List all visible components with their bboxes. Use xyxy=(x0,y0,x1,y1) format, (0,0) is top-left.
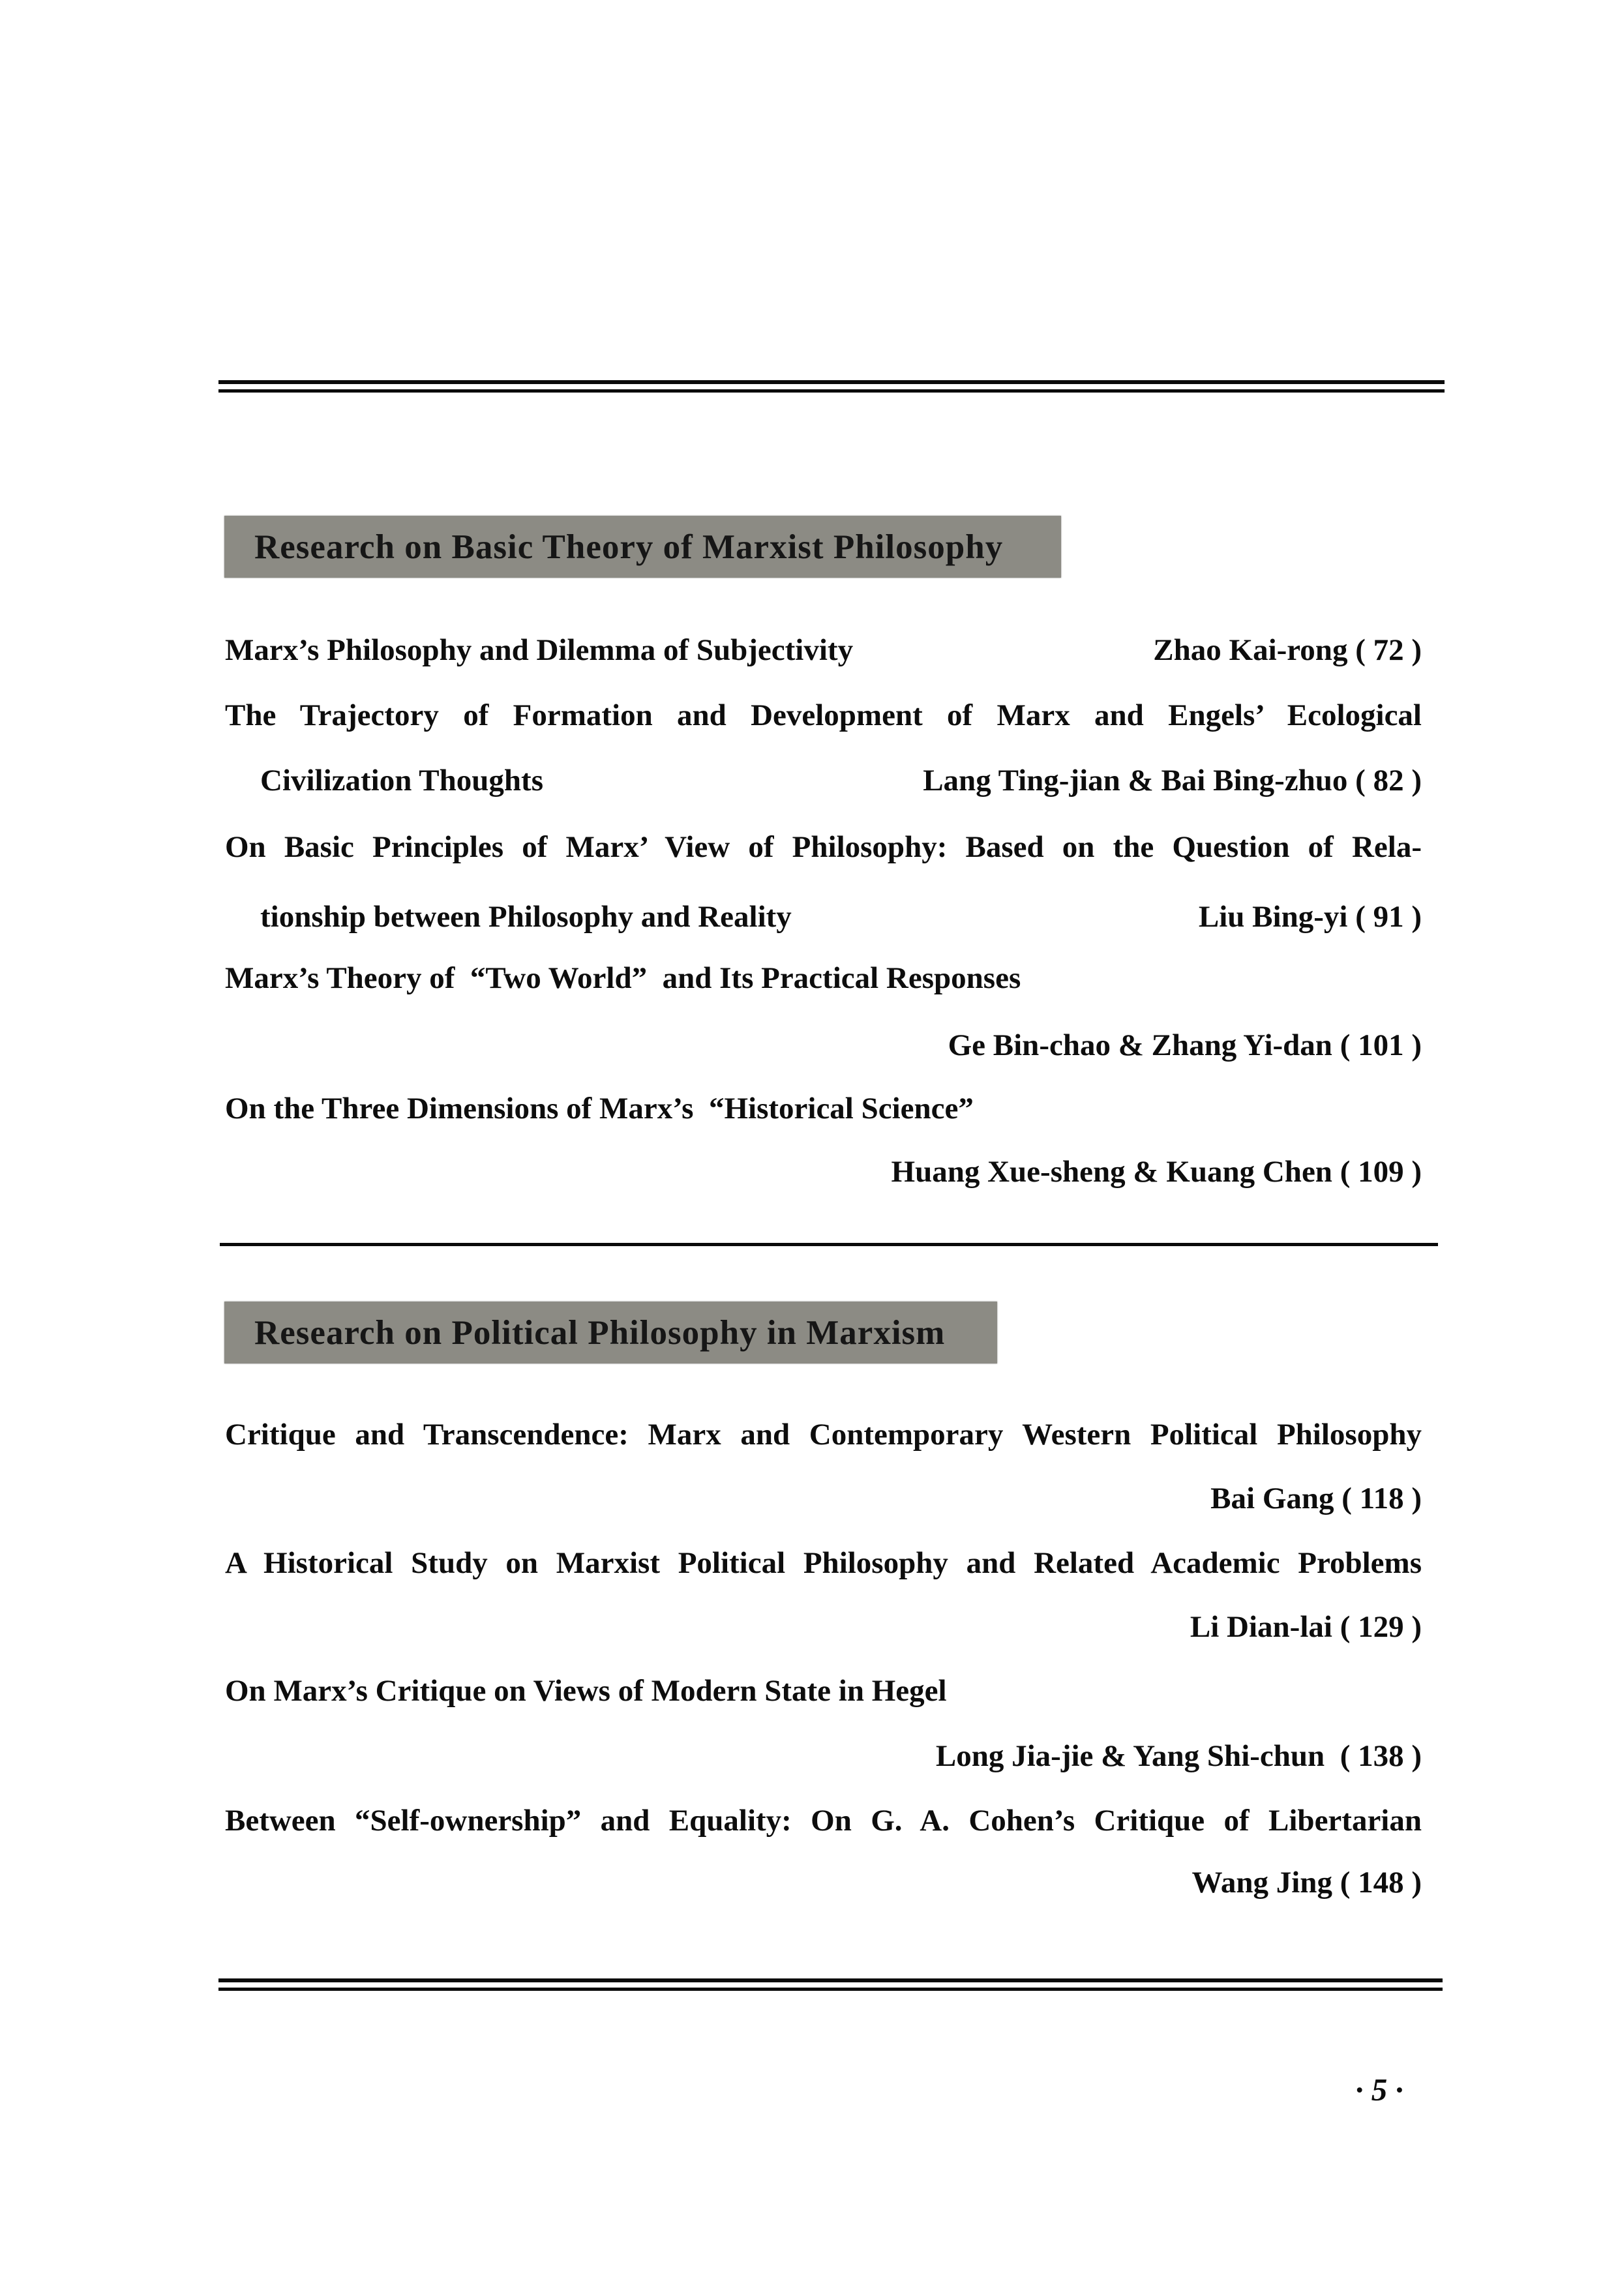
entry-title: Civilization Thoughts xyxy=(260,764,543,798)
entry-title: The Trajectory of Formation and Development of Marx and Engels’ Ecological xyxy=(225,698,1422,732)
section-header-label: Research on Political Philosophy in Marxism xyxy=(254,1313,946,1352)
entry-title: On the Three Dimensions of Marx’s “Historical Science” xyxy=(225,1092,974,1126)
toc-entry xyxy=(225,1024,1422,1066)
toc-entry xyxy=(225,760,1422,801)
entry-author-page: Wang Jing ( 148 ) xyxy=(1191,1866,1422,1900)
entry-author-page: Huang Xue-sheng & Kuang Chen ( 109 ) xyxy=(891,1155,1422,1189)
entry-title: Marx’s Philosophy and Dilemma of Subjectivity xyxy=(225,633,854,667)
entry-title: On Marx’s Critique on Views of Modern State in Hegel xyxy=(225,1674,947,1708)
toc-entry xyxy=(225,1670,1422,1712)
entry-title: tionship between Philosophy and Reality xyxy=(260,900,792,934)
entry-author-page: Liu Bing-yi ( 91 ) xyxy=(1198,900,1422,934)
toc-entry xyxy=(225,896,1422,938)
toc-entry xyxy=(225,1800,1422,1841)
toc-entry xyxy=(225,1735,1422,1777)
section-header-bar xyxy=(224,516,1061,578)
entry-author-page: Lang Ting-jian & Bai Bing-zhuo ( 82 ) xyxy=(923,764,1422,798)
section-header-label: Research on Basic Theory of Marxist Philosophy xyxy=(254,528,1004,566)
entry-title: On Basic Principles of Marx’ View of Philosophy: Based on the Question of Rela- xyxy=(225,830,1422,864)
toc-entry xyxy=(225,957,1422,999)
bottom-double-rule xyxy=(218,1978,1443,1991)
entry-title: Between “Self-ownership” and Equality: On G. A. Cohen’s Critique of Libertarian xyxy=(225,1804,1422,1838)
toc-entry xyxy=(225,1606,1422,1648)
entry-title: A Historical Study on Marxist Political Philosophy and Related Academic Problems xyxy=(225,1546,1422,1580)
section-divider-rule xyxy=(220,1243,1438,1246)
toc-entry xyxy=(225,694,1422,736)
entry-title: Critique and Transcendence: Marx and Contemporary Western Political Philosophy xyxy=(225,1418,1422,1452)
toc-entry xyxy=(225,1478,1422,1519)
entry-author-page: Ge Bin-chao & Zhang Yi-dan ( 101 ) xyxy=(948,1028,1422,1062)
top-double-rule xyxy=(218,380,1445,393)
toc-entry xyxy=(225,826,1422,868)
toc-entry xyxy=(225,1151,1422,1193)
page-number: · 5 · xyxy=(1355,2072,1403,2108)
entry-title: Marx’s Theory of “Two World” and Its Practical Responses xyxy=(225,961,1021,995)
entry-author-page: Long Jia-jie & Yang Shi-chun ( 138 ) xyxy=(935,1739,1422,1773)
toc-entry xyxy=(225,1088,1422,1129)
entry-author-page: Bai Gang ( 118 ) xyxy=(1210,1482,1422,1515)
section-header-bar xyxy=(224,1302,997,1364)
entry-author-page: Li Dian-lai ( 129 ) xyxy=(1190,1610,1422,1644)
entry-author-page: Zhao Kai-rong ( 72 ) xyxy=(1153,633,1422,667)
toc-entry xyxy=(225,629,1422,671)
toc-entry xyxy=(225,1542,1422,1584)
toc-entry xyxy=(225,1414,1422,1455)
toc-entry xyxy=(225,1862,1422,1903)
